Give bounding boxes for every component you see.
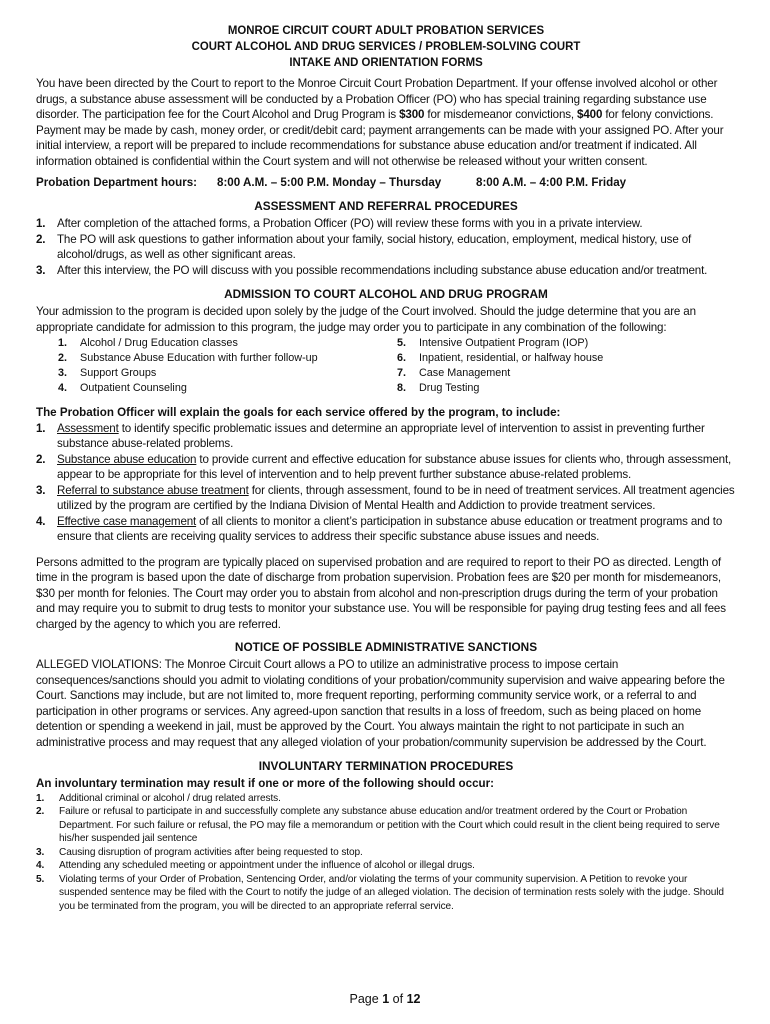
service-item: 2. Substance Abuse Education with further follow-up (58, 352, 318, 364)
list-item: 5. Violating terms of your Order of Probation, Sentencing Order, and/or violating the terms of your community supervision. A Petition to revoke your suspended sentence may be filed with the Court to notify the judge of an alleged violation. The decision of termination rests solely with the judge. Should you be terminated from the program, you will be directed to an appropriate referral service. (36, 873, 724, 912)
assessment-list (36, 216, 736, 278)
hours-label: Probation Department hours: (36, 176, 198, 189)
sanctions-heading: NOTICE OF POSSIBLE ADMINISTRATIVE SANCTIONS (234, 640, 538, 654)
list-item: 4. Effective case management of all clients to monitor a client’s participation in substance abuse education or treatment programs and to ensure that clients are receiving quality services to address their specific substance abuse issues and needs. (36, 514, 723, 543)
assessment-heading: ASSESSMENT AND REFERRAL PROCEDURES (254, 199, 518, 213)
list-item: 2. Substance abuse education to provide current and effective education for substance abuse issues for clients who, through assessment, appear to be appropriate for this level of intervention and to help prevent further substance abuse-related problems. (36, 452, 732, 481)
probation-paragraph: Persons admitted to the program are typically placed on supervised probation and are required to report to their PO as directed. Length of time in the program is based upon the date of discharge from probation supervision. Probation fees are $20 per month for misdemeanors, $30 per month for felonies. The Court may order you to abstain from alcohol and non-prescription drugs during the term of your probation and may require you to submit to drug tests to monitor your substance use. You will be responsible for paying drug testing fees and all fees charged by the agency to which you are referred. (36, 555, 726, 631)
admission-heading: ADMISSION TO COURT ALCOHOL AND DRUG PROGRAM (224, 287, 548, 301)
goals-list (36, 421, 736, 545)
fee-misdemeanor: $300 (399, 108, 425, 121)
termination-heading: INVOLUNTARY TERMINATION PROCEDURES (258, 759, 514, 773)
service-item: 4. Outpatient Counseling (58, 382, 187, 394)
service-item: 1. Alcohol / Drug Education classes (58, 337, 238, 349)
termination-subheading: An involuntary termination may result if one or more of the following should occur: (36, 777, 494, 790)
list-item: 1. Assessment to identify specific problematic issues and determine an appropriate level of intervention to assist in preventing further substance abuse-related problems. (36, 421, 705, 450)
department-hours (36, 175, 736, 191)
list-item: 4. Attending any scheduled meeting or appointment under the influence of alcohol or illegal drugs. (36, 860, 475, 871)
list-item: 3. After this interview, the PO will discuss with you possible recommendations including substance abuse education and/or treatment. (36, 263, 708, 277)
service-grid (58, 336, 736, 396)
document-page (36, 22, 736, 913)
service-item: 7. Case Management (397, 367, 511, 379)
goals-heading: The Probation Officer will explain the goals for each service offered by the program, to include: (36, 406, 561, 419)
header-line-1: MONROE CIRCUIT COURT ADULT PROBATION SERVICES (227, 23, 545, 37)
service-item: 8. Drug Testing (397, 382, 480, 394)
service-item: 5. Intensive Outpatient Program (IOP) (397, 337, 589, 349)
hours-weekdays: 8:00 A.M. – 5:00 P.M. Monday – Thursday (217, 176, 442, 189)
header-line-2: COURT ALCOHOL AND DRUG SERVICES / PROBLEM-SOLVING COURT (191, 39, 581, 53)
page-number: Page 1 of 12 (349, 992, 421, 1006)
sanctions-text: ALLEGED VIOLATIONS: The Monroe Circuit Court allows a PO to utilize an administrative process to impose certain consequences/sanctions should you admit to violating conditions of your probation/community supervision and waive appearing before the Court. Sanctions may include, but are not limited to, more frequent reporting, performing community service work, or a referral to and participation in other programs or services. Any agreed-upon sanction that results in a loss of freedom, such as being placed on home detention or spending a weekend in jail, must be approved by the Court. You always maintain the right to not participate in such an administrative process and may request that any alleged violation of your probation/community supervision be addressed by the Court. (36, 658, 725, 749)
list-item: 2. The PO will ask questions to gather information about your family, social history, education, employment, medical history, use of alcohol/drugs, as well as other significant areas. (36, 232, 692, 261)
termination-list (36, 792, 736, 914)
service-item: 3. Support Groups (58, 367, 157, 379)
header-line-3: INTAKE AND ORIENTATION FORMS (289, 55, 483, 69)
list-item: 1. Additional criminal or alcohol / drug related arrests. (36, 792, 281, 804)
list-item: 3. Causing disruption of program activities after being requested to stop. (36, 846, 363, 858)
fee-felony: $400 (577, 108, 603, 121)
admission-text: Your admission to the program is decided upon solely by the judge of the Court involved. Should the judge determine that you are an appropriate candidate for admission to this program, the judge may order you to participate in any combination of the following: (36, 305, 696, 334)
list-item: 2. Failure or refusal to participate in and successfully complete any substance abuse education and/or treatment ordered by the Court or Probation Department. For such failure or refusal, the PO may file a memorandum or petition with the Court which could result in the client being required to serve his/her suspended jail sentence (36, 806, 720, 844)
list-item: 3. Referral to substance abuse treatment for clients, through assessment, found to be in need of treatment services. All treatment agencies utilized by the program are certified by the Indiana Division of Mental Health and Addiction to provide treatment services. (36, 483, 735, 512)
list-item: 1. After completion of the attached forms, a Probation Officer (PO) will review these forms with you in a private interview. (36, 217, 643, 230)
intro-paragraph: You have been directed by the Court to report to the Monroe Circuit Court Probation Department. If your offense involved alcohol or other drugs, a substance abuse assessment will be conducted by a Probation Officer (PO) who has special training regarding substance use disorder. The participation fee for the Court Alcohol and Drug Program is $300 for misdemeanor convictions, $400 for felony convictions. Payment may be made by cash, money order, or credit/debit card; payment arrangements can be made with your assigned PO. After your initial interview, a report will be prepared to include recommendations for substance abuse education and/or treatment if indicated. All information obtained is confidential within the Court system and will not otherwise be released without your written consent. (36, 77, 724, 168)
hours-friday: 8:00 A.M. – 4:00 P.M. Friday (476, 176, 627, 189)
service-item: 6. Inpatient, residential, or halfway house (397, 352, 604, 364)
